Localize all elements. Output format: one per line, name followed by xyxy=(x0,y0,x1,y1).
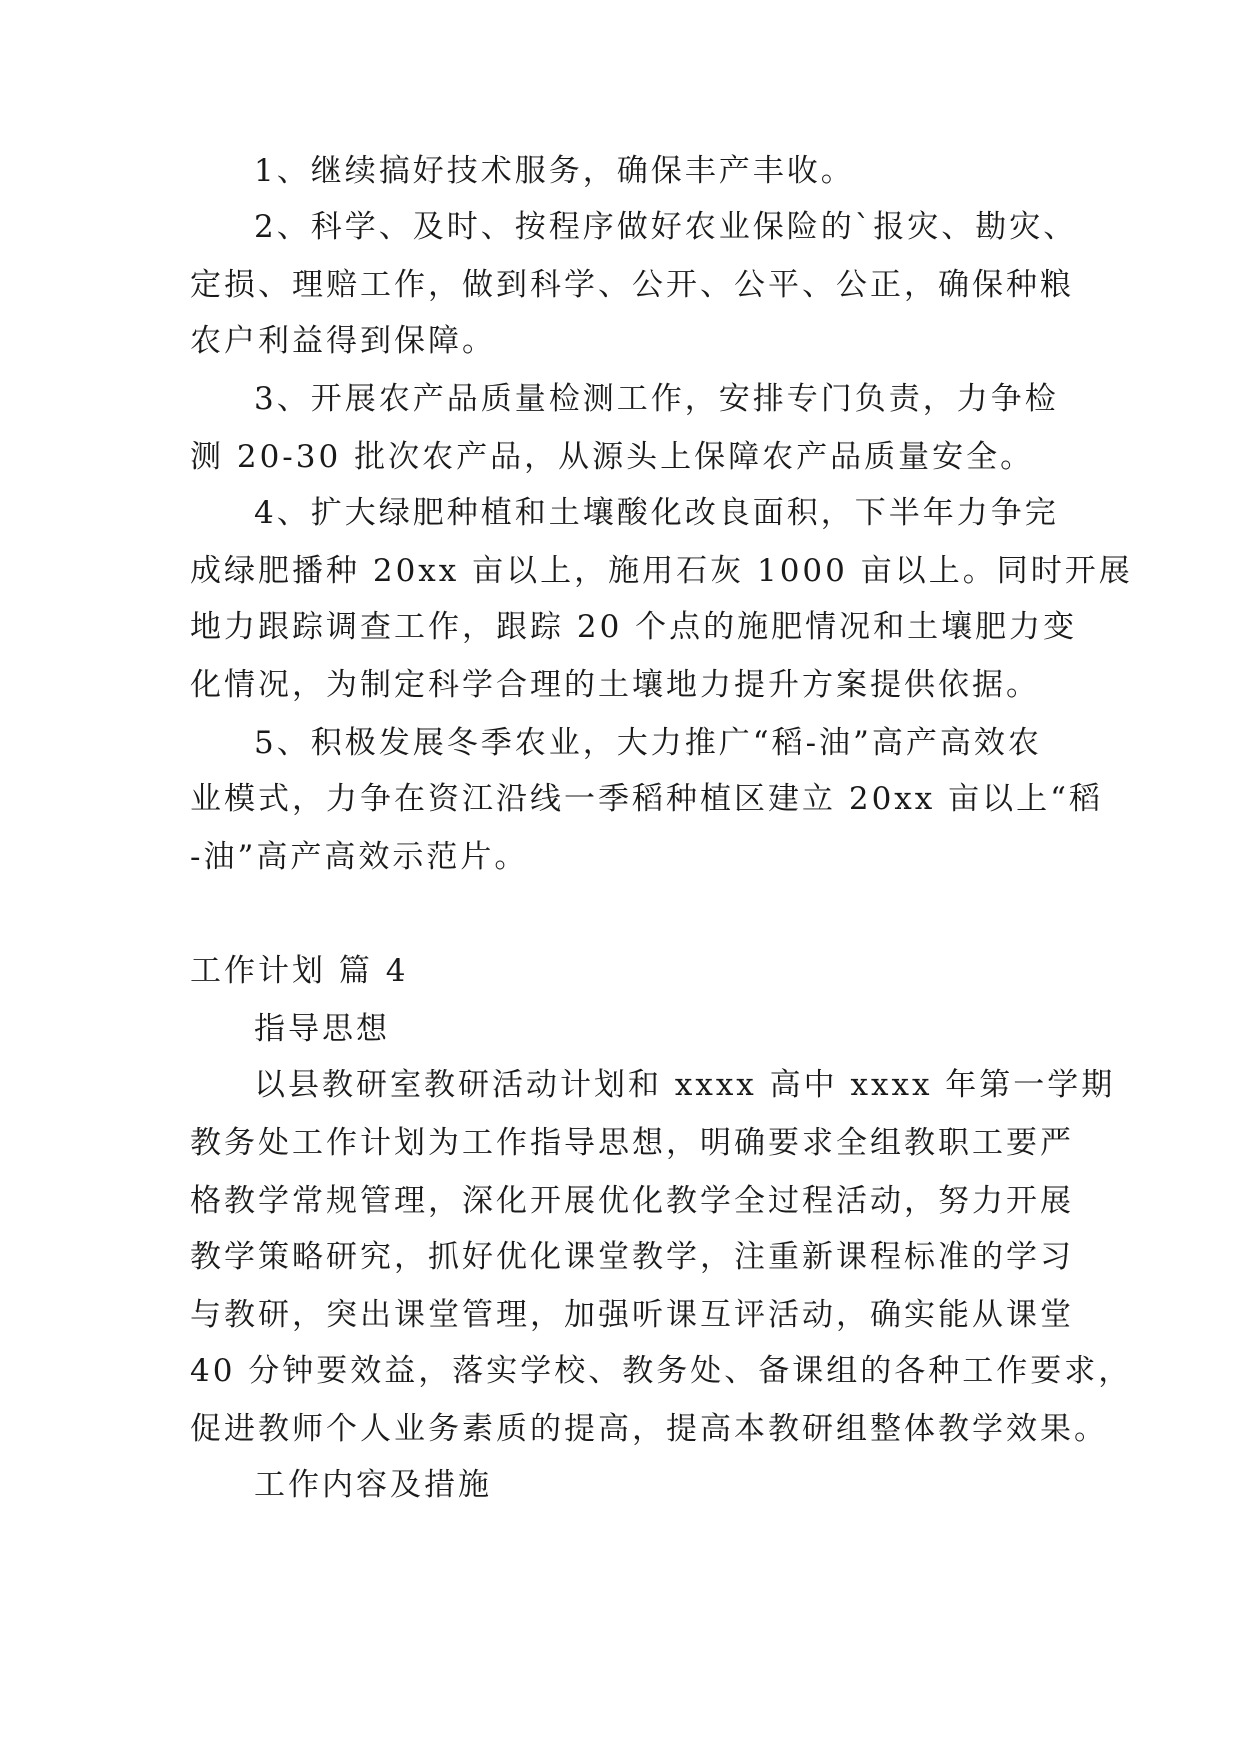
paragraph-4-line-3: 地力跟踪调查工作，跟踪 20 个点的施肥情况和土壤肥力变 xyxy=(190,609,1078,645)
paragraph-5-line-1: 5、积极发展冬季农业，大力推广“稻-油”高产高效农 xyxy=(254,725,1042,761)
paragraph-5-line-2: 业模式，力争在资江沿线一季稻种植区建立 20xx 亩以上“稻 xyxy=(190,781,1103,817)
section-heading: 工作计划 篇 4 xyxy=(190,953,409,989)
paragraph-2-line-1: 2、科学、及时、按程序做好农业保险的`报灾、勘灾、 xyxy=(254,209,1078,245)
paragraph-5-line-3: -油”高产高效示范片。 xyxy=(190,839,529,875)
guidance-line-6: 40 分钟要效益，落实学校、教务处、备课组的各种工作要求， xyxy=(190,1353,1133,1389)
paragraph-3-line-1: 3、开展农产品质量检测工作，安排专门负责，力争检 xyxy=(254,381,1059,417)
guidance-line-5: 与教研，突出课堂管理，加强听课互评活动，确实能从课堂 xyxy=(190,1297,1074,1333)
paragraph-3-line-2: 测 20-30 批次农产品，从源头上保障农产品质量安全。 xyxy=(190,439,1035,475)
paragraph-4-line-2: 成绿肥播种 20xx 亩以上，施用石灰 1000 亩以上。同时开展 xyxy=(190,553,1133,589)
paragraph-2-line-3: 农户利益得到保障。 xyxy=(190,323,496,359)
content-heading: 工作内容及措施 xyxy=(254,1467,492,1503)
paragraph-4-line-1: 4、扩大绿肥种植和土壤酸化改良面积，下半年力争完 xyxy=(254,495,1059,531)
guidance-line-7: 促进教师个人业务素质的提高，提高本教研组整体教学效果。 xyxy=(190,1411,1108,1447)
guidance-line-1: 以县教研室教研活动计划和 xxxx 高中 xxxx 年第一学期 xyxy=(254,1067,1116,1103)
guidance-line-4: 教学策略研究，抓好优化课堂教学，注重新课程标准的学习 xyxy=(190,1239,1074,1275)
guidance-line-3: 格教学常规管理，深化开展优化教学全过程活动，努力开展 xyxy=(190,1183,1074,1219)
paragraph-4-line-4: 化情况，为制定科学合理的土壤地力提升方案提供依据。 xyxy=(190,667,1040,703)
paragraph-2-line-2: 定损、理赔工作，做到科学、公开、公平、公正，确保种粮 xyxy=(190,267,1074,303)
guidance-heading: 指导思想 xyxy=(254,1011,390,1047)
paragraph-1-line-1: 1、继续搞好技术服务，确保丰产丰收。 xyxy=(254,153,855,189)
guidance-line-2: 教务处工作计划为工作指导思想，明确要求全组教职工要严 xyxy=(190,1125,1074,1161)
